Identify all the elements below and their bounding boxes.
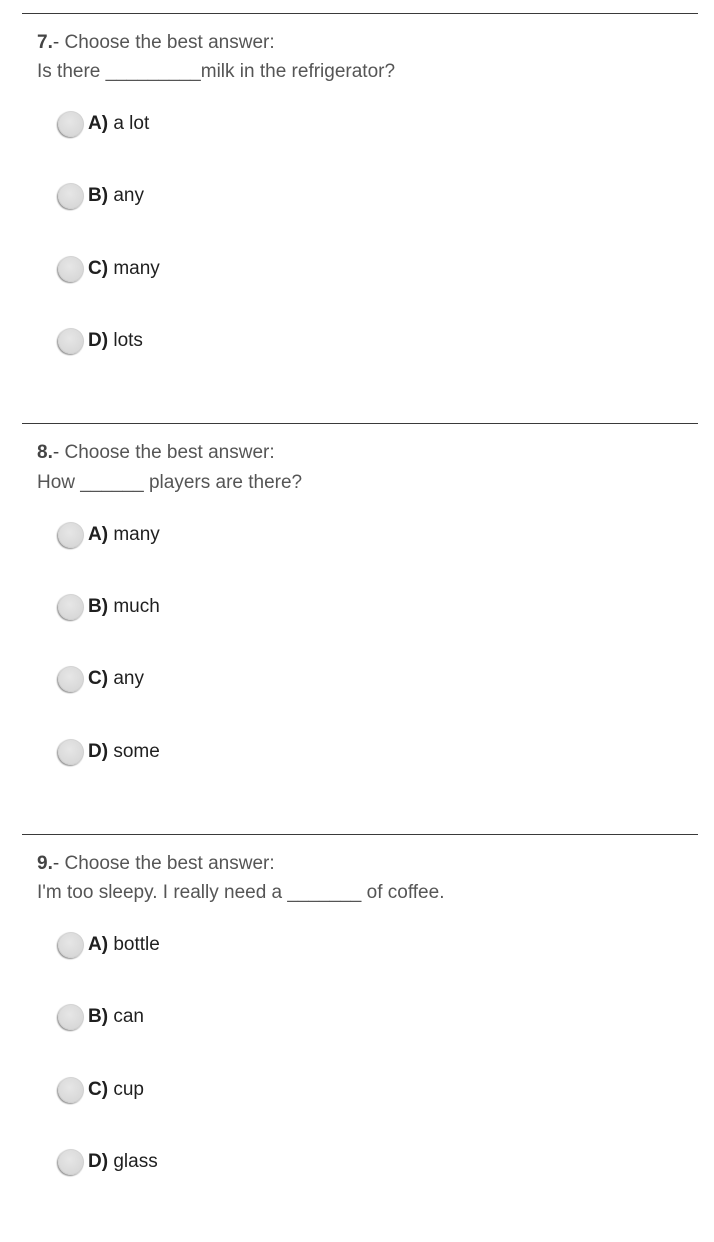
radio-button[interactable]: [58, 594, 84, 620]
option-letter: A): [88, 524, 109, 545]
option-letter: B): [88, 185, 109, 206]
option-letter: B): [88, 1006, 109, 1027]
option-label: [88, 1006, 144, 1028]
option-d[interactable]: [58, 737, 160, 767]
question-header: [37, 438, 275, 468]
option-letter: C): [88, 668, 109, 689]
question-prompt: Choose the best answer:: [64, 442, 275, 463]
option-text: lots: [108, 330, 143, 351]
option-label: [88, 1079, 144, 1101]
question-number: 9.: [37, 853, 53, 874]
option-a[interactable]: [58, 930, 160, 960]
question-text: Is there _________milk in the refrigerator?: [37, 61, 396, 82]
option-text: any: [108, 668, 144, 689]
option-label: [88, 113, 149, 135]
question-prompt: Choose the best answer:: [64, 853, 275, 874]
question-separator: -: [52, 32, 65, 53]
question-text: I'm too sleepy. I really need a _______ of coffee.: [37, 882, 445, 903]
question-header: [37, 28, 275, 58]
radio-button[interactable]: [58, 522, 84, 548]
option-c[interactable]: [58, 664, 144, 694]
option-label: [88, 934, 160, 956]
option-d[interactable]: [58, 1147, 158, 1177]
question-text: How ______ players are there?: [37, 472, 303, 493]
option-text: glass: [108, 1151, 158, 1172]
radio-button[interactable]: [58, 739, 84, 765]
option-label: [88, 596, 160, 618]
option-a[interactable]: [58, 520, 160, 550]
question-separator: -: [52, 853, 65, 874]
question-divider: [22, 423, 698, 424]
radio-button[interactable]: [58, 256, 84, 282]
question-header: [37, 849, 275, 879]
option-label: [88, 668, 144, 690]
radio-button[interactable]: [58, 1149, 84, 1175]
option-letter: B): [88, 596, 109, 617]
radio-button[interactable]: [58, 183, 84, 209]
option-text: many: [108, 258, 160, 279]
question-prompt: Choose the best answer:: [64, 32, 275, 53]
radio-button[interactable]: [58, 932, 84, 958]
option-letter: D): [88, 1151, 109, 1172]
option-letter: C): [88, 1079, 109, 1100]
option-letter: A): [88, 934, 109, 955]
option-text: some: [108, 741, 160, 762]
option-label: [88, 524, 160, 546]
option-label: [88, 258, 160, 280]
radio-button[interactable]: [58, 1077, 84, 1103]
question-number: 7.: [37, 32, 53, 53]
option-text: can: [108, 1006, 144, 1027]
radio-button[interactable]: [58, 1004, 84, 1030]
option-c[interactable]: [58, 1075, 144, 1105]
radio-button[interactable]: [58, 666, 84, 692]
option-b[interactable]: [58, 1002, 144, 1032]
option-letter: C): [88, 258, 109, 279]
option-letter: A): [88, 113, 109, 134]
radio-button[interactable]: [58, 328, 84, 354]
option-b[interactable]: [58, 181, 144, 211]
radio-button[interactable]: [58, 111, 84, 137]
option-label: [88, 185, 144, 207]
question-separator: -: [52, 442, 65, 463]
option-c[interactable]: [58, 254, 160, 284]
option-label: [88, 1151, 158, 1173]
question-number: 8.: [37, 442, 53, 463]
option-text: a lot: [108, 113, 150, 134]
option-letter: D): [88, 741, 109, 762]
option-a[interactable]: [58, 109, 149, 139]
option-d[interactable]: [58, 326, 143, 356]
question-divider: [22, 13, 698, 14]
option-text: any: [108, 185, 144, 206]
option-label: [88, 741, 160, 763]
option-text: much: [108, 596, 160, 617]
option-label: [88, 330, 143, 352]
option-text: many: [108, 524, 160, 545]
option-b[interactable]: [58, 592, 160, 622]
option-letter: D): [88, 330, 109, 351]
option-text: bottle: [108, 934, 160, 955]
option-text: cup: [108, 1079, 144, 1100]
question-divider: [22, 834, 698, 835]
